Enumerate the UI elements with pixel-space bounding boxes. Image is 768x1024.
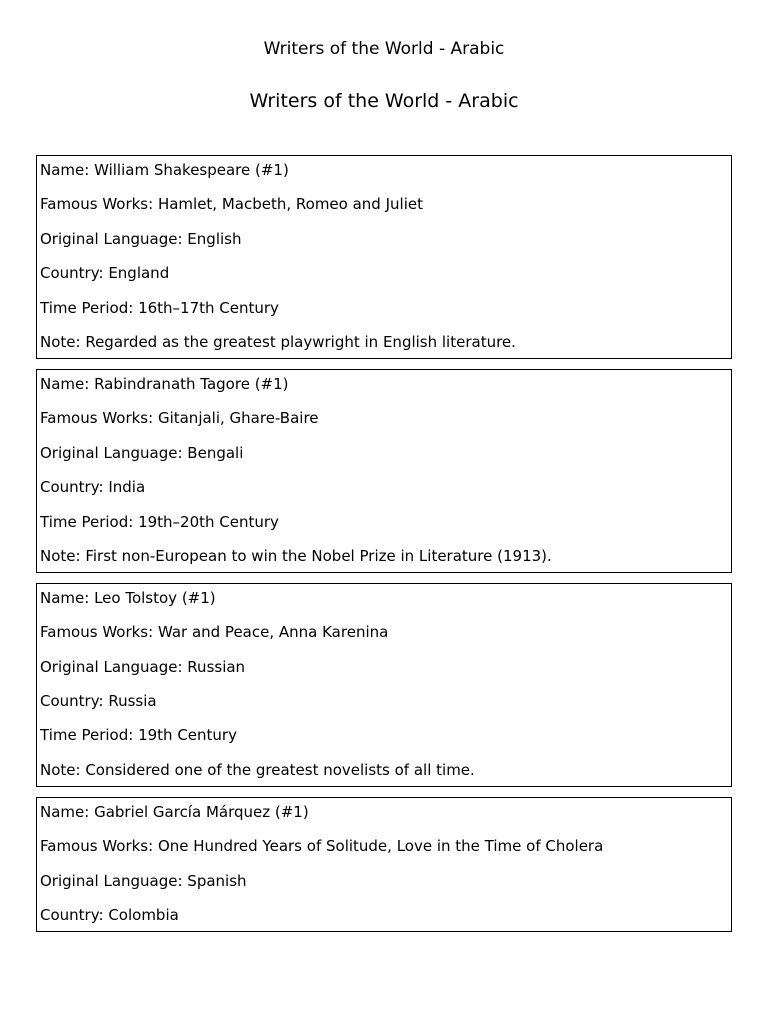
writer-name: Name: William Shakespeare (#1): [40, 161, 289, 179]
writer-period: Time Period: 19th–20th Century: [40, 512, 279, 531]
writer-works: Famous Works: One Hundred Years of Solitude, Love in the Time of Cholera: [40, 837, 604, 856]
writer-country: Country: England: [40, 264, 170, 283]
page-title: Writers of the World - Arabic: [249, 90, 519, 112]
writer-works: Famous Works: War and Peace, Anna Karenina: [40, 623, 389, 642]
writer-name: Name: Leo Tolstoy (#1): [40, 588, 216, 607]
writer-note: Note: Regarded as the greatest playwright in English literature.: [40, 332, 516, 351]
writer-period: Time Period: 19th Century: [40, 726, 237, 745]
writer-country: Country: India: [40, 478, 146, 497]
writer-card-tagore: [36, 369, 732, 573]
writer-works: Famous Works: Gitanjali, Ghare-Baire: [40, 409, 319, 428]
writer-language: Original Language: Bengali: [40, 443, 244, 462]
writer-language: Original Language: Russian: [40, 657, 246, 676]
writer-name: Name: Gabriel García Márquez (#1): [40, 802, 309, 821]
writer-period: Time Period: 16th–17th Century: [40, 298, 279, 317]
writer-card-tolstoy: [36, 583, 732, 787]
running-header: Writers of the World - Arabic: [263, 39, 505, 59]
writers-list: [36, 155, 736, 945]
writer-works: Famous Works: Hamlet, Macbeth, Romeo and Juliet: [40, 195, 423, 214]
writer-note: Note: First non-European to win the Nobel Prize in Literature (1913).: [40, 546, 552, 565]
writer-country: Country: Colombia: [40, 906, 179, 925]
writer-card-garcia-marquez: [36, 797, 732, 932]
writer-name: Name: Rabindranath Tagore (#1): [40, 374, 289, 393]
writer-country: Country: Russia: [40, 692, 157, 711]
writer-card-shakespeare: [36, 155, 732, 359]
writer-note: Note: Considered one of the greatest novelists of all time.: [40, 760, 475, 779]
writer-language: Original Language: Spanish: [40, 871, 247, 890]
writer-language: Original Language: English: [40, 229, 242, 248]
